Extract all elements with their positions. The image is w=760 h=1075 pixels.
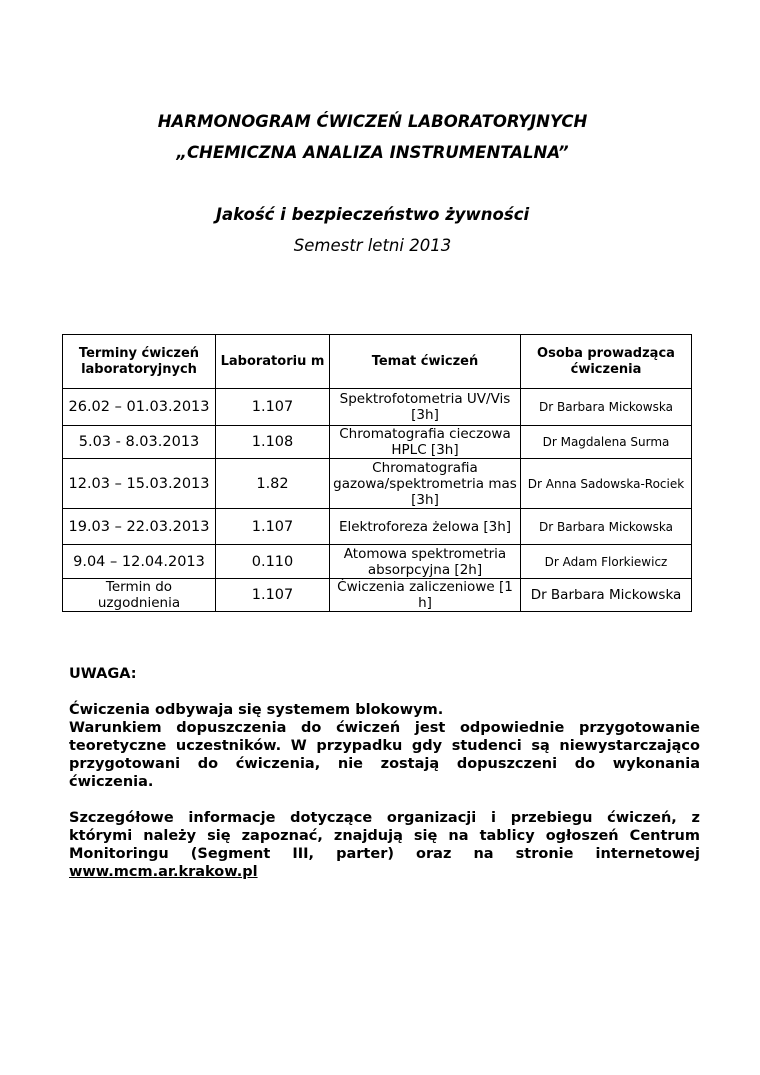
table-row [63,389,692,426]
document-title: HARMONOGRAM ĆWICZEŃ LABORATORYJNYCH [157,112,588,131]
topic-cell: Chromatografia cieczowa HPLC [3h] [330,426,521,459]
lab-cell: 1.107 [216,579,330,612]
table-row [63,459,692,509]
column-header-person: Osoba prowadząca ćwiczenia [521,335,692,389]
lab-cell: 1.107 [216,389,330,426]
semester-label: Semestr letni 2013 [293,236,452,255]
topic-cell: Ćwiczenia zaliczeniowe [1 h] [330,579,521,612]
term-cell: 9.04 – 12.04.2013 [63,545,216,579]
column-header-terms: Terminy ćwiczeń laboratoryjnych [63,335,216,389]
person-cell: Dr Adam Florkiewicz [521,545,692,579]
topic-cell: Atomowa spektrometria absorpcyjna [2h] [330,545,521,579]
person-cell: Dr Anna Sadowska-Rociek [521,459,692,509]
column-header-lab: Laboratoriu m [216,335,330,389]
notes-info-paragraph: Szczegółowe informacje dotyczące organizacji i przebiegu ćwiczeń, z którymi należy się zapoznać, znajdują się na tablicy ogłoszeń Centrum Monitoringu (Segment III, parter) oraz na stronie internetowej [69,810,700,862]
table-row [63,509,692,545]
term-cell: Termin do uzgodnienia [63,579,216,612]
table-row [63,579,692,612]
lab-cell: 1.107 [216,509,330,545]
term-cell: 5.03 - 8.03.2013 [63,426,216,459]
person-cell: Dr Magdalena Surma [521,426,692,459]
lab-cell: 1.108 [216,426,330,459]
notes-admission-paragraph: Warunkiem dopuszczenia do ćwiczeń jest odpowiednie przygotowanie teoretyczne uczestników. W przypadku gdy studenci są niewystarczająco przygotowani do ćwiczenia, nie zostają dopuszczeni do wykonania ćwiczenia. [69,720,700,790]
table-row [63,426,692,459]
lab-cell: 1.82 [216,459,330,509]
notes-section [69,665,700,881]
topic-cell: Elektroforeza żelowa [3h] [330,509,521,545]
person-cell: Dr Barbara Mickowska [521,579,692,612]
term-cell: 12.03 – 15.03.2013 [63,459,216,509]
person-cell: Dr Barbara Mickowska [521,509,692,545]
table-header-row [63,335,692,389]
notes-heading: UWAGA: [69,666,137,682]
table-row [63,545,692,579]
term-cell: 19.03 – 22.03.2013 [63,509,216,545]
topic-cell: Spektrofotometria UV/Vis [3h] [330,389,521,426]
person-cell: Dr Barbara Mickowska [521,389,692,426]
notes-block-format: Ćwiczenia odbywaja się systemem blokowym. [69,702,444,718]
topic-cell: Chromatografia gazowa/spektrometria mas [3h] [330,459,521,509]
schedule-table [62,334,692,612]
lab-cell: 0.110 [216,545,330,579]
term-cell: 26.02 – 01.03.2013 [63,389,216,426]
website-link[interactable]: www.mcm.ar.krakow.pl [69,864,258,880]
course-name: „CHEMICZNA ANALIZA INSTRUMENTALNA” [176,143,569,162]
column-header-topic: Temat ćwiczeń [330,335,521,389]
program-name: Jakość i bezpieczeństwo żywności [215,205,530,224]
